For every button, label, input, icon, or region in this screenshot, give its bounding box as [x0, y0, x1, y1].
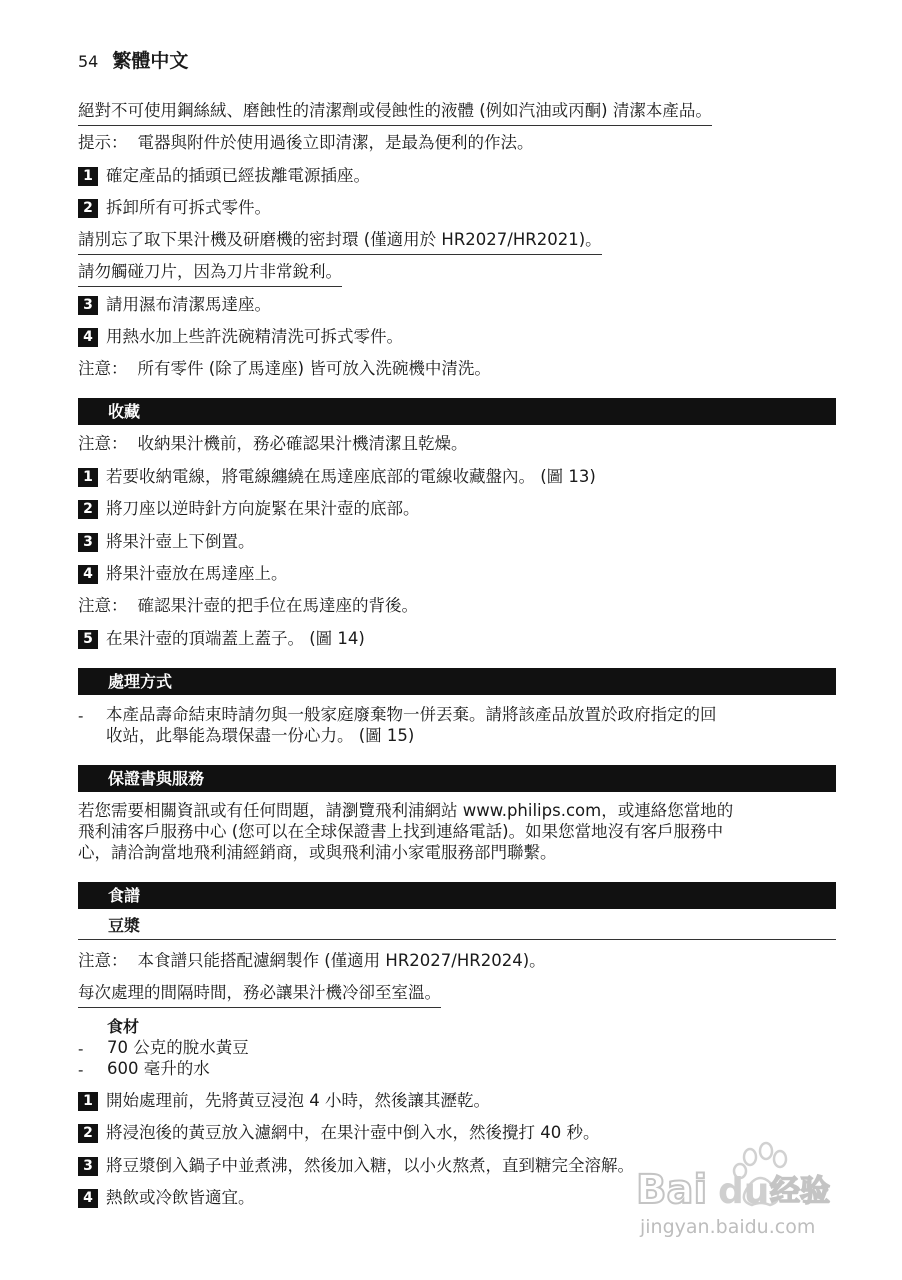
note-label: 注意：: [78, 951, 128, 970]
cleaning-step-2: [78, 197, 271, 219]
section-header-storage: [78, 398, 836, 425]
step-number: 2: [78, 500, 98, 519]
cleaning-step-1: [78, 165, 370, 187]
recipe-note: [78, 950, 546, 972]
warning-wire-wool: 絕對不可使用鋼絲絨、磨蝕性的清潔劑或侵蝕性的液體 (例如汽油或丙酮) 清潔本產品。: [78, 100, 712, 126]
disposal-text-line-2: 收站，此舉能為環保盡一份心力。 (圖 15): [106, 726, 415, 745]
step-text: 將果汁壺放在馬達座上。: [106, 564, 288, 583]
tip-text: 電器與附件於使用過後立即清潔，是最為便利的作法。: [137, 133, 534, 152]
tip-note: [78, 132, 534, 154]
step-text: 確定產品的插頭已經拔離電源插座。: [106, 166, 370, 185]
step-text: 拆卸所有可拆式零件。: [106, 198, 271, 217]
bullet-dash: -: [78, 707, 84, 725]
svg-text:经验: 经验: [770, 1174, 830, 1209]
storage-step-3: [78, 531, 255, 553]
section-header-warranty: [78, 765, 836, 792]
step-number: 4: [78, 328, 98, 347]
recipe-step-1: [78, 1090, 490, 1112]
storage-step-1: [78, 466, 596, 488]
note-label: 注意：: [78, 359, 128, 378]
step-number: 2: [78, 199, 98, 218]
step-number: 1: [78, 167, 98, 186]
section-title: 保證書與服務: [108, 769, 205, 788]
step-number: 4: [78, 1189, 98, 1208]
step-text: 開始處理前，先將黃豆浸泡 4 小時，然後讓其瀝乾。: [106, 1091, 490, 1110]
note-text: 收納果汁機前，務必確認果汁機清潔且乾燥。: [137, 434, 468, 453]
section-title: 收藏: [108, 402, 141, 421]
cleaning-step-4: [78, 326, 403, 348]
step-number: 3: [78, 296, 98, 315]
page-number: 54: [78, 52, 99, 71]
note-label: 注意：: [78, 596, 128, 615]
step-text: 將浸泡後的黃豆放入濾網中，在果汁壺中倒入水，然後攪打 40 秒。: [106, 1123, 600, 1142]
ingredients-title: 食材: [107, 1017, 140, 1036]
cleaning-note: [78, 358, 491, 380]
step-text: 將豆漿倒入鍋子中並煮沸，然後加入糖，以小火熬煮，直到糖完全溶解。: [106, 1156, 634, 1175]
recipe-step-4: [78, 1187, 255, 1209]
section-title: 食譜: [108, 886, 141, 905]
note-text: 確認果汁壺的把手位在馬達座的背後。: [137, 596, 418, 615]
svg-text:Bai: Bai: [636, 1167, 708, 1213]
step-number: 3: [78, 1157, 98, 1176]
warning-blade: 請勿觸碰刀片，因為刀片非常銳利。: [78, 261, 342, 287]
recipe-step-2: [78, 1122, 600, 1144]
note-text: 本食譜只能搭配濾網製作 (僅適用 HR2027/HR2024)。: [137, 951, 546, 970]
storage-note-2: [78, 595, 418, 617]
section-title: 處理方式: [108, 672, 173, 691]
disposal-text-line-1: 本產品壽命結束時請勿與一般家庭廢棄物一併丟棄。請將該產品放置於政府指定的回: [106, 705, 717, 724]
step-text: 在果汁壺的頂端蓋上蓋子。 (圖 14): [106, 629, 365, 648]
section-header-disposal: [78, 668, 836, 695]
storage-step-5: [78, 628, 365, 650]
storage-note: [78, 433, 468, 455]
recipe-subtitle: [78, 913, 836, 940]
page-header: [78, 46, 188, 73]
section-header-recipe: [78, 882, 836, 909]
storage-step-2: [78, 498, 420, 520]
ingredient-item: 70 公克的脫水黃豆: [107, 1038, 249, 1057]
storage-step-4: [78, 563, 288, 585]
step-text: 若要收納電線，將電線纏繞在馬達座底部的電線收藏盤內。 (圖 13): [106, 467, 596, 486]
step-number: 3: [78, 533, 98, 552]
warranty-text-line-2: 飛利浦客戶服務中心 (您可以在全球保證書上找到連絡電話)。如果您當地沒有客戶服務中: [78, 822, 724, 841]
step-number: 5: [78, 630, 98, 649]
note-text: 所有零件 (除了馬達座) 皆可放入洗碗機中清洗。: [137, 359, 491, 378]
bullet-dash: -: [78, 1040, 84, 1058]
step-number: 2: [78, 1124, 98, 1143]
svg-text:jingyan.baidu.com: jingyan.baidu.com: [640, 1216, 816, 1238]
baidu-watermark-logo: [630, 1135, 860, 1245]
step-text: 請用濕布清潔馬達座。: [106, 295, 271, 314]
step-number: 1: [78, 1092, 98, 1111]
warning-cooldown: 每次處理的間隔時間，務必讓果汁機冷卻至室溫。: [78, 982, 441, 1008]
recipe-name: 豆漿: [108, 916, 141, 935]
ingredient-item: 600 毫升的水: [107, 1059, 210, 1078]
step-text: 將果汁壺上下倒置。: [106, 532, 255, 551]
warning-seal-ring: 請別忘了取下果汁機及研磨機的密封環 (僅適用於 HR2027/HR2021)。: [78, 229, 602, 255]
tip-label: 提示：: [78, 133, 128, 152]
cleaning-step-3: [78, 294, 271, 316]
bullet-dash: -: [78, 1061, 84, 1079]
note-label: 注意：: [78, 434, 128, 453]
warranty-text-line-3: 心，請洽詢當地飛利浦經銷商，或與飛利浦小家電服務部門聯繫。: [78, 843, 557, 862]
svg-text:du: du: [718, 1171, 770, 1212]
warranty-text-line-1: 若您需要相關資訊或有任何問題，請瀏覽飛利浦網站 www.philips.com，或連絡您當地的: [78, 801, 734, 820]
step-text: 用熱水加上些許洗碗精清洗可拆式零件。: [106, 327, 403, 346]
step-number: 1: [78, 468, 98, 487]
recipe-step-3: [78, 1155, 634, 1177]
step-number: 4: [78, 565, 98, 584]
step-text: 將刀座以逆時針方向旋緊在果汁壺的底部。: [106, 499, 420, 518]
step-text: 熱飲或冷飲皆適宜。: [106, 1188, 255, 1207]
language-label: 繁體中文: [112, 50, 189, 72]
